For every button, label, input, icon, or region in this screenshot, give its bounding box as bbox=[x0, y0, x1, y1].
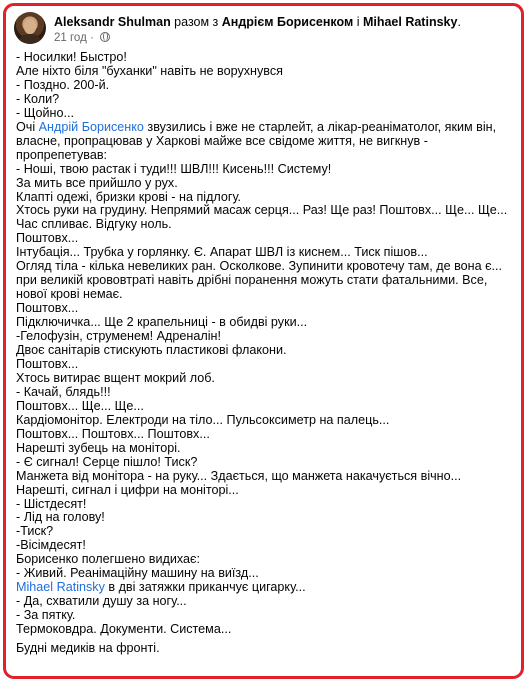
globe-icon bbox=[100, 32, 110, 42]
post-line: Поштовх... Поштовх... Поштовх... bbox=[16, 426, 210, 441]
post-line: Огляд тіла - кілька невеликих ран. Осколкове. Зупинити кровотечу там, де вона є... при великій крововтраті навіть дрібні поранення можуть стати фатальними. Все, нової крові немає. bbox=[16, 259, 503, 302]
author-avatar[interactable] bbox=[14, 12, 46, 44]
post-line: Підключичка... Ще 2 крапельниці - в обидві руки... bbox=[16, 315, 308, 330]
post-line: Інтубація... Трубка у горлянку. Є. Апарат ШВЛ із киснем... Тиск пішов... bbox=[16, 245, 428, 260]
post-card bbox=[3, 3, 524, 679]
post-line: -Вісімдесят! bbox=[16, 538, 86, 553]
post-line: Але ніхто біля "буханки" навіть не ворухнувся bbox=[16, 63, 283, 78]
conjunction: і bbox=[353, 15, 363, 29]
post-line: - Є сигнал! Серце пішло! Тиск? bbox=[16, 454, 198, 469]
post-line: Поштовх... bbox=[16, 231, 79, 246]
post-line: Час спливає. Відгуку ноль. bbox=[16, 217, 172, 232]
post-line: Поштовх... bbox=[16, 301, 79, 316]
post-line-eyes bbox=[16, 121, 511, 163]
post-line: - За пятку. bbox=[16, 608, 76, 623]
post-line: За мить все прийшло у рух. bbox=[16, 175, 178, 190]
tagged-user-1[interactable]: Андрієм Борисенком bbox=[221, 15, 354, 29]
post-line: - Лід на голову! bbox=[16, 510, 105, 525]
post-header bbox=[14, 12, 513, 48]
post-title-line bbox=[54, 14, 461, 30]
tagged-user-2[interactable]: Mihael Ratinsky bbox=[362, 15, 458, 29]
post-line: - Поздно. 200-й. bbox=[16, 77, 110, 92]
post-line: Поштовх... Ще... Ще... bbox=[16, 398, 144, 413]
post-line: Нарешті зубець на моніторі. bbox=[16, 440, 181, 455]
post-line: Поштовх... bbox=[16, 356, 79, 371]
post-line: - Шістдесят! bbox=[16, 496, 87, 511]
meta-separator: · bbox=[86, 32, 98, 44]
line-text: Очі bbox=[16, 119, 39, 134]
author-name[interactable]: Aleksandr Shulman bbox=[54, 15, 171, 29]
post-line: Манжета від монітора - на руку... Здається, що манжета накачується вічно... Нарешті, сигнал і цифри на моніторі... bbox=[16, 468, 462, 497]
line-text: звузились і вже не старлейт, а лікар-реаніматолог, яким він, власне, пропрацював у Харкові майже все свідоме життя, не вигкнув - пропрепетував: bbox=[16, 119, 497, 162]
post-line: Термоковдра. Документи. Система... bbox=[16, 622, 232, 637]
post-line: -Тиск? bbox=[16, 524, 54, 539]
line-text: в дві затяжки приканчує цигарку... bbox=[104, 580, 306, 595]
post-meta bbox=[54, 31, 110, 45]
post-line: - Коли? bbox=[16, 91, 60, 106]
post-line: - Живий. Реанімаційну машину на виїзд... bbox=[16, 566, 259, 581]
post-line: - Щойно... bbox=[16, 105, 74, 120]
post-time[interactable]: 21 год bbox=[54, 32, 87, 44]
title-suffix: . bbox=[457, 15, 461, 29]
post-line: - Носилки! Быстро! bbox=[16, 50, 127, 64]
post-line: Клапті одежі, бризки крові - на підлогу. bbox=[16, 189, 242, 204]
post-text bbox=[16, 51, 511, 656]
mention-link[interactable]: Андрій Борисенко bbox=[38, 119, 144, 134]
post-line: Хтось руки на грудину. Непрямий масаж серця... Раз! Ще раз! Поштовх... Ще... Ще... bbox=[16, 203, 508, 218]
with-prefix: разом з bbox=[170, 15, 222, 29]
post-closing-line: Будні медиків на фронті. bbox=[16, 641, 160, 656]
post-line: - Ноші, твою растак і туди!!! ШВЛ!!! Кисень!!! Систему! bbox=[16, 161, 332, 176]
post-line: Борисенко полегшено видихає: bbox=[16, 552, 200, 567]
post-line: - Качай, блядь!!! bbox=[16, 384, 111, 399]
post-line: -Гелофузін, струменем! Адреналін! bbox=[16, 329, 221, 344]
post-line: Кардіомонітор. Електроди на тіло... Пульсоксиметр на палець... bbox=[16, 412, 390, 427]
post-line: Хтось витирає вщент мокрий лоб. bbox=[16, 370, 215, 385]
mention-link[interactable]: Mihael Ratinsky bbox=[16, 580, 105, 595]
post-line: Двоє санітарів стискують пластикові флакони. bbox=[16, 343, 287, 358]
post-line-mihael bbox=[16, 581, 511, 595]
post-line: - Да, схватили душу за ногу... bbox=[16, 594, 187, 609]
